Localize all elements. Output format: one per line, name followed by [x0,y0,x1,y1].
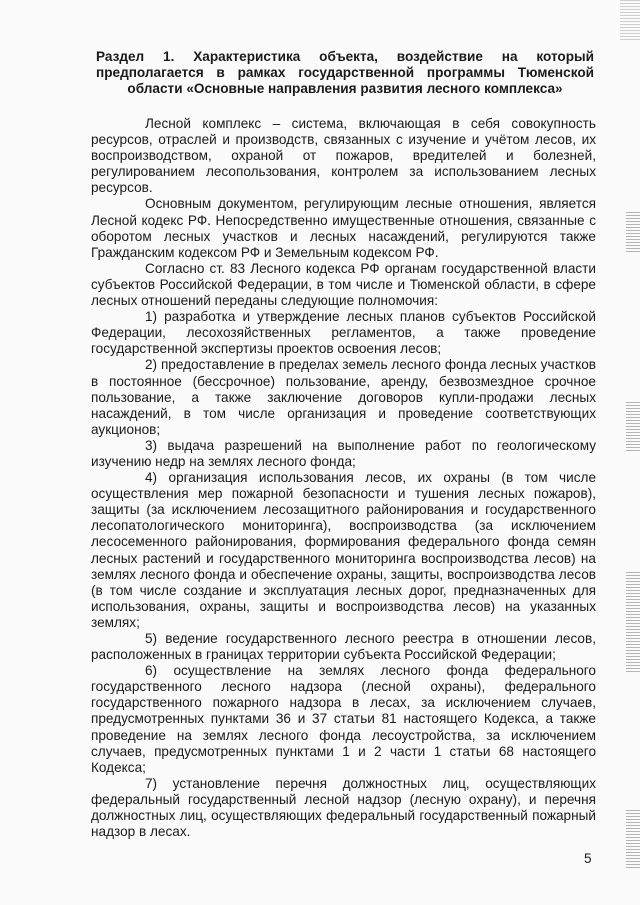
list-item: 3) выдача разрешений на выполнение работ по геологическому изучению недр на землях лесного фонда; [91,437,596,469]
section-heading: Раздел 1. Характеристика объекта, воздействие на который предполагается в рамках государственной программы Тюменской области «Основные направления развития лесного комплекса» [96,49,594,96]
scan-edge-mark [626,810,640,870]
list-item: 6) осуществление на землях лесного фонда федерального государственного лесного надзора (лесной охраны), федерального государственного пожарного надзора в лесах, за исключением случаев, предусмотренных пунктами 36 и 37 статьи 81 настоящего Кодекса, а также проведение на землях лесного фонда лесоустройства, за исключением случаев, предусмотренных пунктами 1 и 2 части 1 статьи 68 настоящего Кодекса; [91,663,596,775]
page-number: 5 [584,851,592,866]
document-body [91,116,596,840]
list-item: 5) ведение государственного лесного реестра в отношении лесов, расположенных в границах территории субъекта Российской Федерации; [91,631,596,663]
list-item: 2) предоставление в пределах земель лесного фонда лесных участков в постоянное (бессрочное) пользование, аренду, безвозмездное срочное пользование, а также заключение договоров купли-продажи лесных насаждений, в том числе организация и проведение соответствующих аукционов; [91,357,596,437]
scan-edge-mark [626,212,640,254]
scan-edge-mark [620,0,640,40]
scan-edge-mark [626,402,640,452]
list-item: 1) разработка и утверждение лесных планов субъектов Российской Федерации, лесохозяйственных регламентов, а также проведение государственной экспертизы проектов освоения лесов; [91,309,596,357]
scan-edge-mark [626,572,640,672]
list-item: 4) организация использования лесов, их охраны (в том числе осуществления мер пожарной безопасности и тушения лесных пожаров), защиты (за исключением лесозащитного районирования и государственного лесопатологического мониторинга), воспроизводства (за исключением лесосеменного районирования, формирования федерального фонда семян лесных растений и государственного мониторинга воспроизводства лесов) на землях лесного фонда и обеспечение охраны, защиты, воспроизводства лесов (в том числе создание и эксплуатация лесных дорог, предназначенных для использования, охраны, защиты и воспроизводства лесов) на указанных землях; [91,470,596,630]
paragraph: Согласно ст. 83 Лесного кодекса РФ органам государственной власти субъектов Российской Федерации, в том числе и Тюменской области, в сфере лесных отношений переданы следующие полномочия: [91,260,596,309]
paragraph: Основным документом, регулирующим лесные отношения, является Лесной кодекс РФ. Непосредственно имущественные отношения, связанные с оборотом лесных участков и лесных насаждений, регулируются также Гражданским кодексом РФ и Земельным кодексом РФ. [91,196,596,260]
list-item: 7) установление перечня должностных лиц, осуществляющих федеральный государственный лесной надзор (лесную охрану), и перечня должностных лиц, осуществляющих федеральный государственный пожарный надзор в лесах. [91,775,596,840]
paragraph: Лесной комплекс – система, включающая в себя совокупность ресурсов, отраслей и производств, связанных с изучение и учётом лесов, их воспроизводством, охраной от пожаров, вредителей и болезней, регулированием лесопользования, контролем за использованием лесных ресурсов. [91,116,596,196]
